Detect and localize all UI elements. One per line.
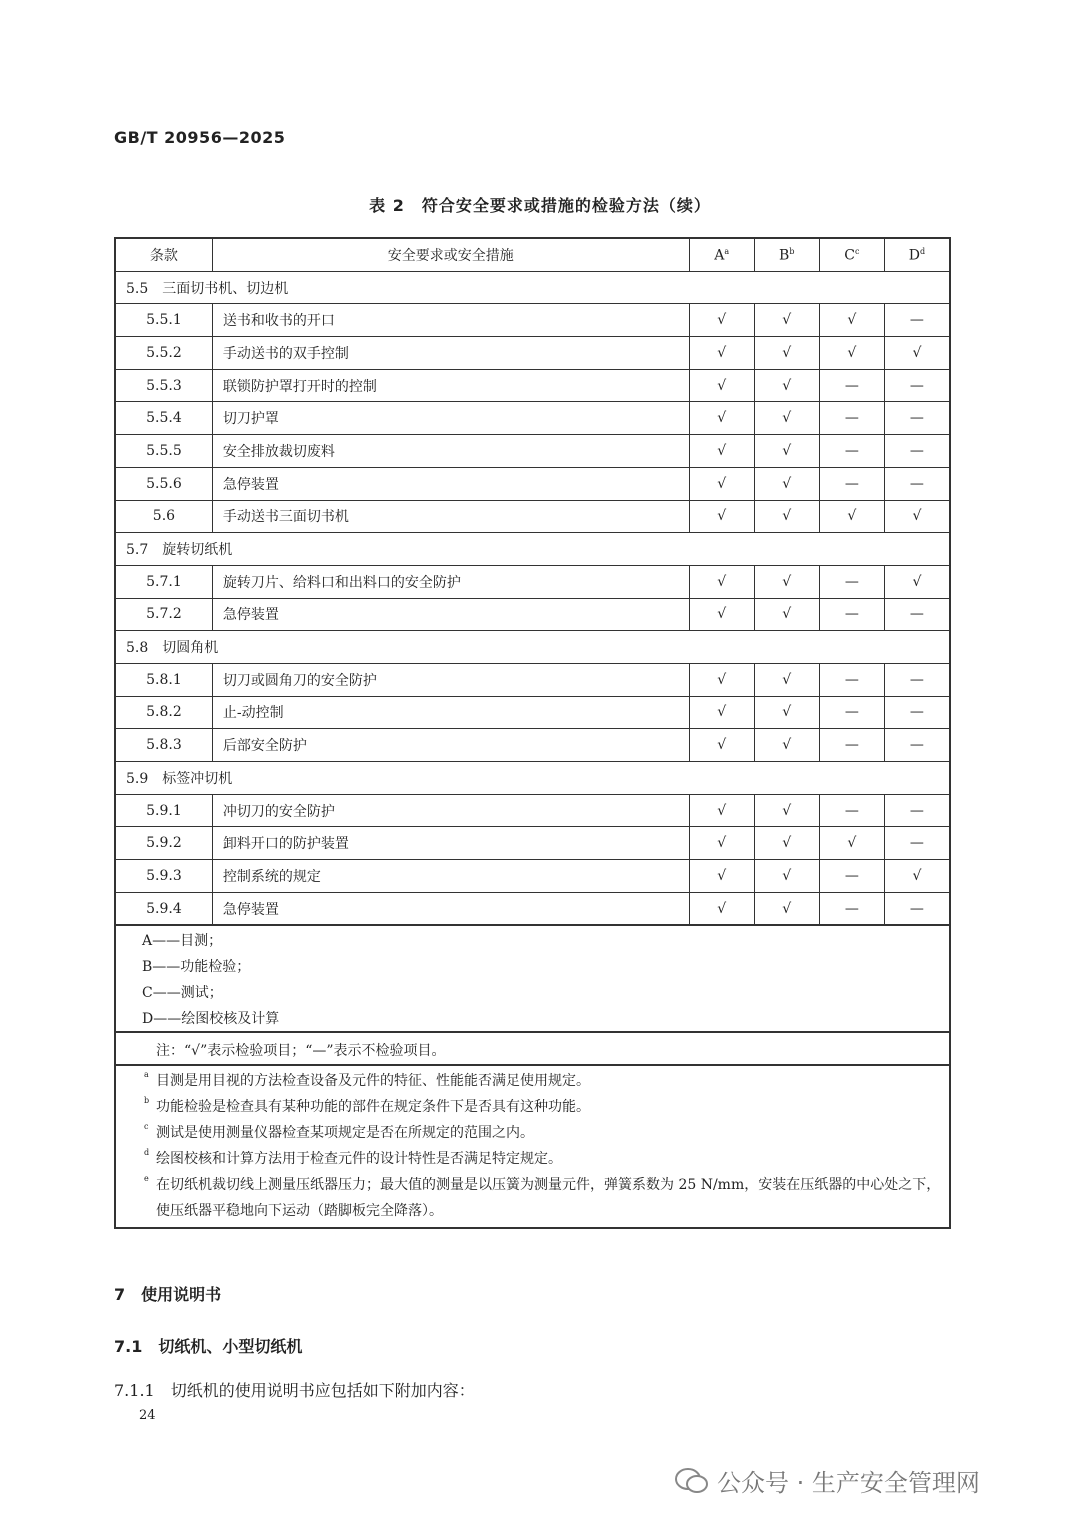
method-mark: √ (689, 435, 754, 468)
method-mark: √ (689, 696, 754, 729)
clause-number: 5.9.1 (115, 794, 212, 827)
watermark: 公众号 · 生产安全管理网 (675, 1463, 980, 1498)
requirement-text: 急停装置 (212, 467, 689, 500)
section-title: 5.9 标签冲切机 (115, 762, 950, 795)
requirement-text: 控制系统的规定 (212, 860, 689, 893)
section-heading-7-1: 7.1 切纸机、小型切纸机 (114, 1337, 303, 1356)
method-mark: — (884, 892, 950, 925)
method-mark: √ (689, 729, 754, 762)
method-mark: √ (689, 598, 754, 631)
clause-number: 5.5.2 (115, 337, 212, 370)
table-section-row (115, 271, 950, 304)
clause-number: 5.8.1 (115, 663, 212, 696)
footnote: e 在切纸机裁切线上测量压纸器压力；最大值的测量是以压簧为测量元件，弹簧系数为 25 N/mm，安装在压纸器的中心处之下，使压纸器平稳地向下运动（踏脚板完全降落）。 (144, 1174, 941, 1219)
method-mark: √ (689, 369, 754, 402)
method-mark: √ (689, 794, 754, 827)
header-clause: 条款 (115, 238, 212, 271)
section-title: 5.5 三面切书机、切边机 (115, 271, 950, 304)
legend-item: D——绘图校核及计算 (142, 1011, 280, 1027)
method-mark: — (884, 729, 950, 762)
method-mark: √ (754, 729, 819, 762)
method-mark: √ (754, 369, 819, 402)
method-mark: √ (689, 892, 754, 925)
method-mark: √ (754, 435, 819, 468)
method-mark: — (819, 402, 884, 435)
requirement-text: 切刀护罩 (212, 402, 689, 435)
table-section-row (115, 533, 950, 566)
table-note: 注：“√”表示检验项目；“—”表示不检验项目。 (114, 1031, 951, 1066)
table-row (115, 369, 950, 402)
legend-item: A——目测； (142, 933, 223, 949)
method-mark: — (884, 304, 950, 337)
table-section-row (115, 762, 950, 795)
method-mark: — (884, 369, 950, 402)
clause-number: 5.5.3 (115, 369, 212, 402)
requirement-text: 急停装置 (212, 598, 689, 631)
table-row (115, 696, 950, 729)
method-mark: — (884, 435, 950, 468)
standard-number: GB/T 20956—2025 (114, 128, 286, 147)
table-row (115, 892, 950, 925)
method-mark: — (884, 827, 950, 860)
method-mark: √ (884, 500, 950, 533)
requirement-text: 后部安全防护 (212, 729, 689, 762)
clause-number: 5.5.4 (115, 402, 212, 435)
wechat-icon (675, 1467, 709, 1495)
table-header-row (115, 238, 950, 271)
method-mark: — (819, 696, 884, 729)
table-row (115, 598, 950, 631)
method-mark: — (819, 565, 884, 598)
header-d: $D^d$ (884, 238, 950, 271)
method-mark: √ (754, 304, 819, 337)
header-b: $B^b$ (754, 238, 819, 271)
footnote: d 绘图校核和计算方法用于检查元件的设计特性是否满足特定规定。 (144, 1148, 562, 1167)
method-mark: √ (754, 500, 819, 533)
method-mark: √ (689, 500, 754, 533)
clause-number: 5.8.3 (115, 729, 212, 762)
table-row (115, 435, 950, 468)
section-title: 5.8 切圆角机 (115, 631, 950, 664)
clause-number: 5.8.2 (115, 696, 212, 729)
requirement-text: 冲切刀的安全防护 (212, 794, 689, 827)
method-mark: — (819, 435, 884, 468)
clause-number: 5.5.6 (115, 467, 212, 500)
method-mark: √ (819, 500, 884, 533)
clause-number: 5.7.1 (115, 565, 212, 598)
method-mark: — (884, 794, 950, 827)
method-mark: — (884, 663, 950, 696)
requirement-text: 送书和收书的开口 (212, 304, 689, 337)
method-mark: — (819, 729, 884, 762)
clause-number: 5.9.3 (115, 860, 212, 893)
table-row (115, 794, 950, 827)
clause-number: 5.9.2 (115, 827, 212, 860)
section-heading-7: 7 使用说明书 (114, 1285, 222, 1304)
method-mark: √ (689, 565, 754, 598)
method-mark: √ (754, 337, 819, 370)
requirement-text: 联锁防护罩打开时的控制 (212, 369, 689, 402)
requirement-text: 手动送书三面切书机 (212, 500, 689, 533)
table-row (115, 500, 950, 533)
method-mark: √ (754, 794, 819, 827)
method-mark: — (819, 794, 884, 827)
method-mark: √ (819, 304, 884, 337)
method-mark: — (884, 598, 950, 631)
table-row (115, 663, 950, 696)
requirement-text: 手动送书的双手控制 (212, 337, 689, 370)
footnote: a 目测是用目视的方法检查设备及元件的特征、性能能否满足使用规定。 (144, 1070, 590, 1089)
method-mark: √ (819, 337, 884, 370)
method-mark: √ (884, 337, 950, 370)
method-mark: √ (754, 827, 819, 860)
section-title: 5.7 旋转切纸机 (115, 533, 950, 566)
method-mark: — (884, 467, 950, 500)
method-mark: √ (884, 860, 950, 893)
table-row (115, 729, 950, 762)
table-row (115, 402, 950, 435)
table-row (115, 827, 950, 860)
method-legend (114, 925, 951, 1033)
table-row (115, 337, 950, 370)
requirement-text: 急停装置 (212, 892, 689, 925)
clause-number: 5.9.4 (115, 892, 212, 925)
footnote: b 功能检验是检查具有某种功能的部件在规定条件下是否具有这种功能。 (144, 1096, 590, 1115)
method-mark: — (819, 598, 884, 631)
inspection-table (114, 237, 951, 926)
method-mark: — (819, 663, 884, 696)
table-section-row (115, 631, 950, 664)
method-mark: √ (754, 467, 819, 500)
method-mark: √ (689, 827, 754, 860)
requirement-text: 安全排放裁切废料 (212, 435, 689, 468)
page-number: 24 (139, 1408, 156, 1423)
method-mark: √ (754, 565, 819, 598)
clause-number: 5.5.5 (115, 435, 212, 468)
clause-number: 5.6 (115, 500, 212, 533)
method-mark: √ (754, 663, 819, 696)
method-mark: — (819, 892, 884, 925)
method-mark: √ (689, 304, 754, 337)
method-mark: √ (689, 337, 754, 370)
method-mark: √ (689, 402, 754, 435)
clause-number: 5.7.2 (115, 598, 212, 631)
header-c: $C^c$ (819, 238, 884, 271)
method-mark: √ (754, 860, 819, 893)
requirement-text: 止-动控制 (212, 696, 689, 729)
clause-7-1-1: 7.1.1 切纸机的使用说明书应包括如下附加内容： (114, 1381, 475, 1400)
header-a: $A^a$ (689, 238, 754, 271)
method-mark: — (884, 696, 950, 729)
table-row (115, 304, 950, 337)
method-mark: √ (754, 402, 819, 435)
table-row (115, 860, 950, 893)
method-mark: — (819, 467, 884, 500)
footnote: c 测试是使用测量仪器检查某项规定是否在所规定的范围之内。 (144, 1122, 534, 1141)
method-mark: — (884, 402, 950, 435)
method-mark: √ (884, 565, 950, 598)
method-mark: — (819, 860, 884, 893)
legend-item: C——测试； (142, 985, 223, 1001)
table-row (115, 467, 950, 500)
method-mark: √ (689, 467, 754, 500)
requirement-text: 旋转刀片、给料口和出料口的安全防护 (212, 565, 689, 598)
header-requirement: 安全要求或安全措施 (212, 238, 689, 271)
clause-number: 5.5.1 (115, 304, 212, 337)
method-mark: √ (754, 696, 819, 729)
table-row (115, 565, 950, 598)
requirement-text: 切刀或圆角刀的安全防护 (212, 663, 689, 696)
method-mark: √ (754, 892, 819, 925)
requirement-text: 卸料开口的防护装置 (212, 827, 689, 860)
method-mark: √ (689, 860, 754, 893)
method-mark: √ (689, 663, 754, 696)
footnotes (114, 1064, 951, 1229)
table-caption: 表 2 符合安全要求或措施的检验方法（续） (369, 196, 711, 215)
legend-item: B——功能检验； (142, 959, 251, 975)
method-mark: √ (754, 598, 819, 631)
method-mark: — (819, 369, 884, 402)
method-mark: √ (819, 827, 884, 860)
